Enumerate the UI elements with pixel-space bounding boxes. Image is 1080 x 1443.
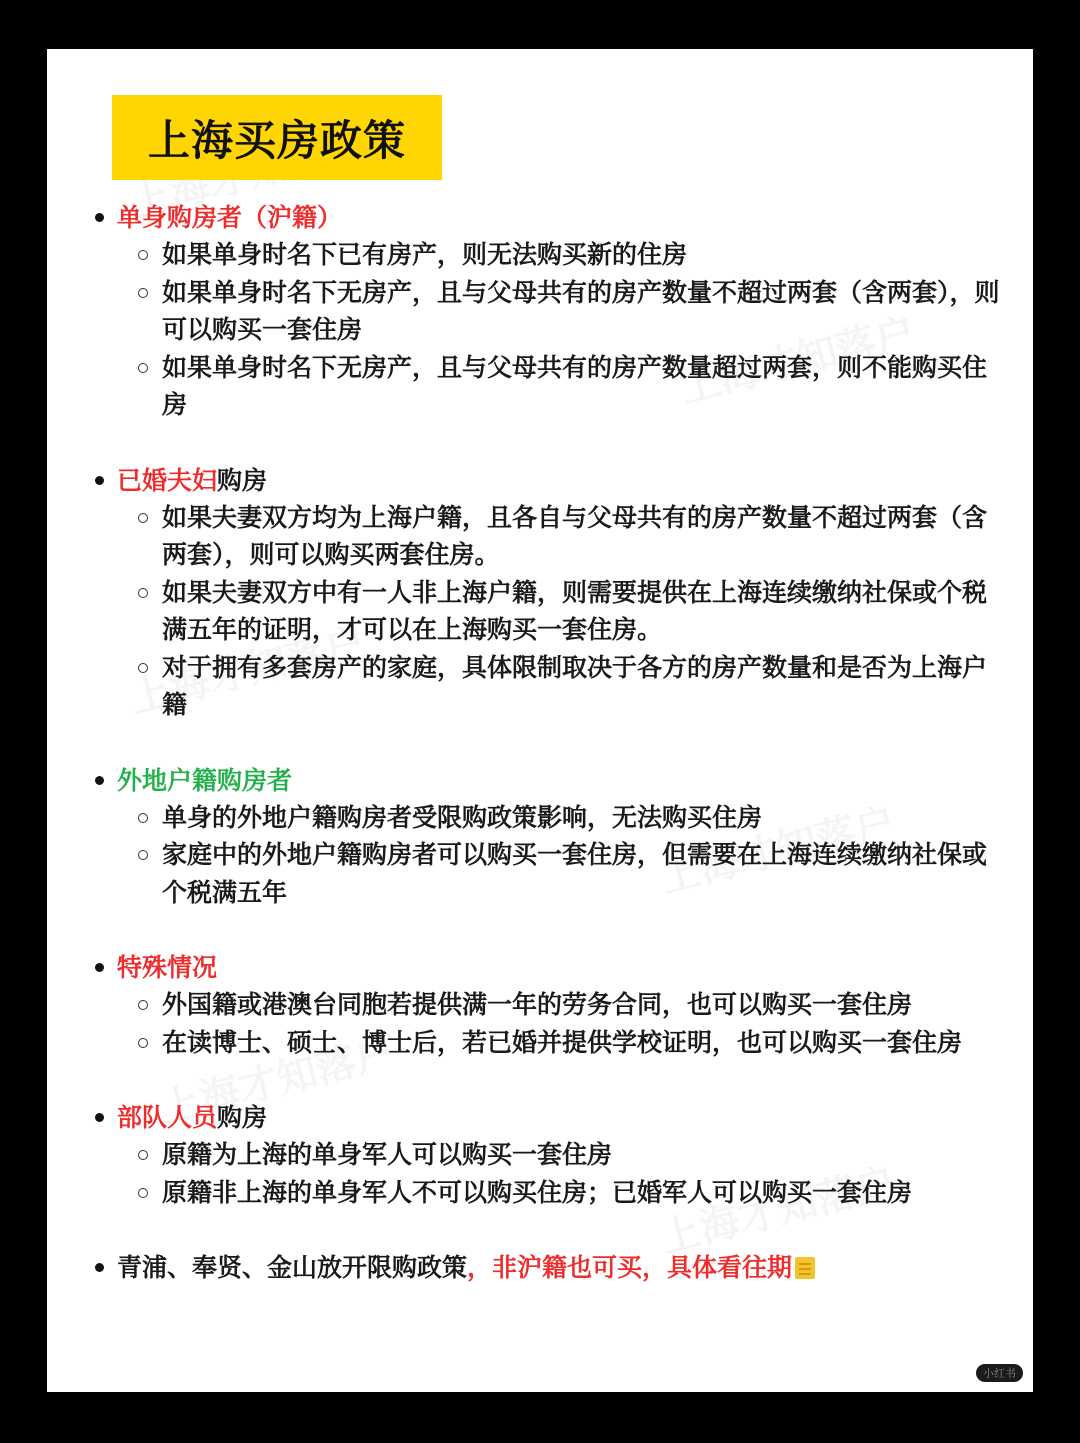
hollow-bullet-icon (138, 513, 148, 523)
list-item (87, 649, 1007, 724)
list-item-text: 外国籍或港澳台同胞若提供满一年的劳务合同，也可以购买一套住房 (162, 990, 913, 1019)
hollow-bullet-icon (138, 1038, 148, 1048)
bullet-icon (95, 476, 104, 485)
final-note-highlight: ，非沪籍也可买，具体看往期 (467, 1253, 793, 1282)
list-item-text: 如果单身时名下无房产，且与父母共有的房产数量不超过两套（含两套），则可以购买一套住房 (162, 277, 1000, 344)
sub-list (87, 499, 1007, 724)
list-item-text: 在读博士、硕士、博士后，若已婚并提供学校证明，也可以购买一套住房 (162, 1027, 963, 1057)
section-heading (87, 462, 1007, 499)
section-heading-rest: 购房 (217, 465, 268, 495)
section-heading (87, 762, 1007, 799)
sub-list (87, 986, 1007, 1061)
section-heading-highlight: 特殊情况 (117, 953, 218, 982)
list-item (87, 499, 1007, 574)
sub-list (87, 236, 1007, 424)
policy-section (87, 762, 1007, 912)
platform-badge: 小红书 (976, 1364, 1023, 1382)
hollow-bullet-icon (138, 1188, 148, 1198)
list-item (87, 1174, 1007, 1212)
list-item-text: 家庭中的外地户籍购房者可以购买一套住房，但需要在上海连续缴纳社保或个税满五年 (162, 840, 988, 907)
list-item-text: 对于拥有多套房产的家庭，具体限制取决于各方的房产数量和是否为上海户籍 (162, 652, 988, 719)
hollow-bullet-icon (138, 250, 148, 260)
list-item (87, 274, 1007, 349)
list-item-text: 如果夫妻双方均为上海户籍，且各自与父母共有的房产数量不超过两套（含两套），则可以购买两套住房。 (162, 502, 988, 569)
bullet-icon (95, 776, 104, 785)
hollow-bullet-icon (138, 663, 148, 673)
list-item (87, 349, 1007, 424)
list-item (87, 236, 1007, 274)
bullet-icon (95, 1263, 104, 1272)
memo-icon (795, 1257, 815, 1279)
list-item-text: 如果单身时名下无房产，且与父母共有的房产数量超过两套，则不能购买住房 (162, 352, 988, 419)
list-item (87, 836, 1007, 911)
list-item (87, 1136, 1007, 1174)
sub-list (87, 799, 1007, 912)
hollow-bullet-icon (138, 813, 148, 823)
hollow-bullet-icon (138, 1150, 148, 1160)
page-title: 上海买房政策 (147, 115, 406, 165)
section-heading (87, 949, 1007, 986)
bullet-icon (95, 1113, 104, 1122)
policy-list (87, 199, 1007, 1286)
list-item (87, 1024, 1007, 1062)
hollow-bullet-icon (138, 1000, 148, 1010)
content-card (47, 49, 1033, 1392)
list-item-text: 原籍为上海的单身军人可以购买一套住房 (162, 1140, 613, 1169)
section-heading (87, 199, 1007, 236)
policy-section (87, 949, 1007, 1061)
policy-section (87, 1099, 1007, 1211)
bullet-icon (95, 213, 104, 222)
final-note (87, 1249, 1007, 1286)
section-heading-highlight: 已婚夫妇 (117, 465, 218, 495)
policy-section (87, 462, 1007, 724)
policy-section (87, 199, 1007, 424)
bullet-icon (95, 963, 104, 972)
title-highlight (112, 95, 442, 180)
list-item (87, 574, 1007, 649)
list-item-text: 如果夫妻双方中有一人非上海户籍，则需要提供在上海连续缴纳社保或个税满五年的证明，才可以在上海购买一套住房。 (162, 577, 988, 644)
hollow-bullet-icon (138, 288, 148, 298)
section-heading-highlight: 单身购房者（沪籍） (117, 203, 343, 232)
sub-list (87, 1136, 1007, 1211)
section-heading (87, 1099, 1007, 1136)
final-note-plain: 青浦、奉贤、金山放开限购政策 (117, 1253, 468, 1282)
list-item-text: 如果单身时名下已有房产，则无法购买新的住房 (162, 240, 688, 269)
section-heading-highlight: 外地户籍购房者 (117, 765, 293, 795)
hollow-bullet-icon (138, 363, 148, 373)
list-item-text: 原籍非上海的单身军人不可以购买住房；已婚军人可以购买一套住房 (162, 1177, 913, 1207)
hollow-bullet-icon (138, 850, 148, 860)
section-heading-rest: 购房 (217, 1103, 268, 1132)
list-item-text: 单身的外地户籍购房者受限购政策影响，无法购买住房 (162, 802, 763, 832)
hollow-bullet-icon (138, 588, 148, 598)
section-heading-highlight: 部队人员 (117, 1103, 218, 1132)
list-item (87, 799, 1007, 837)
list-item (87, 986, 1007, 1024)
